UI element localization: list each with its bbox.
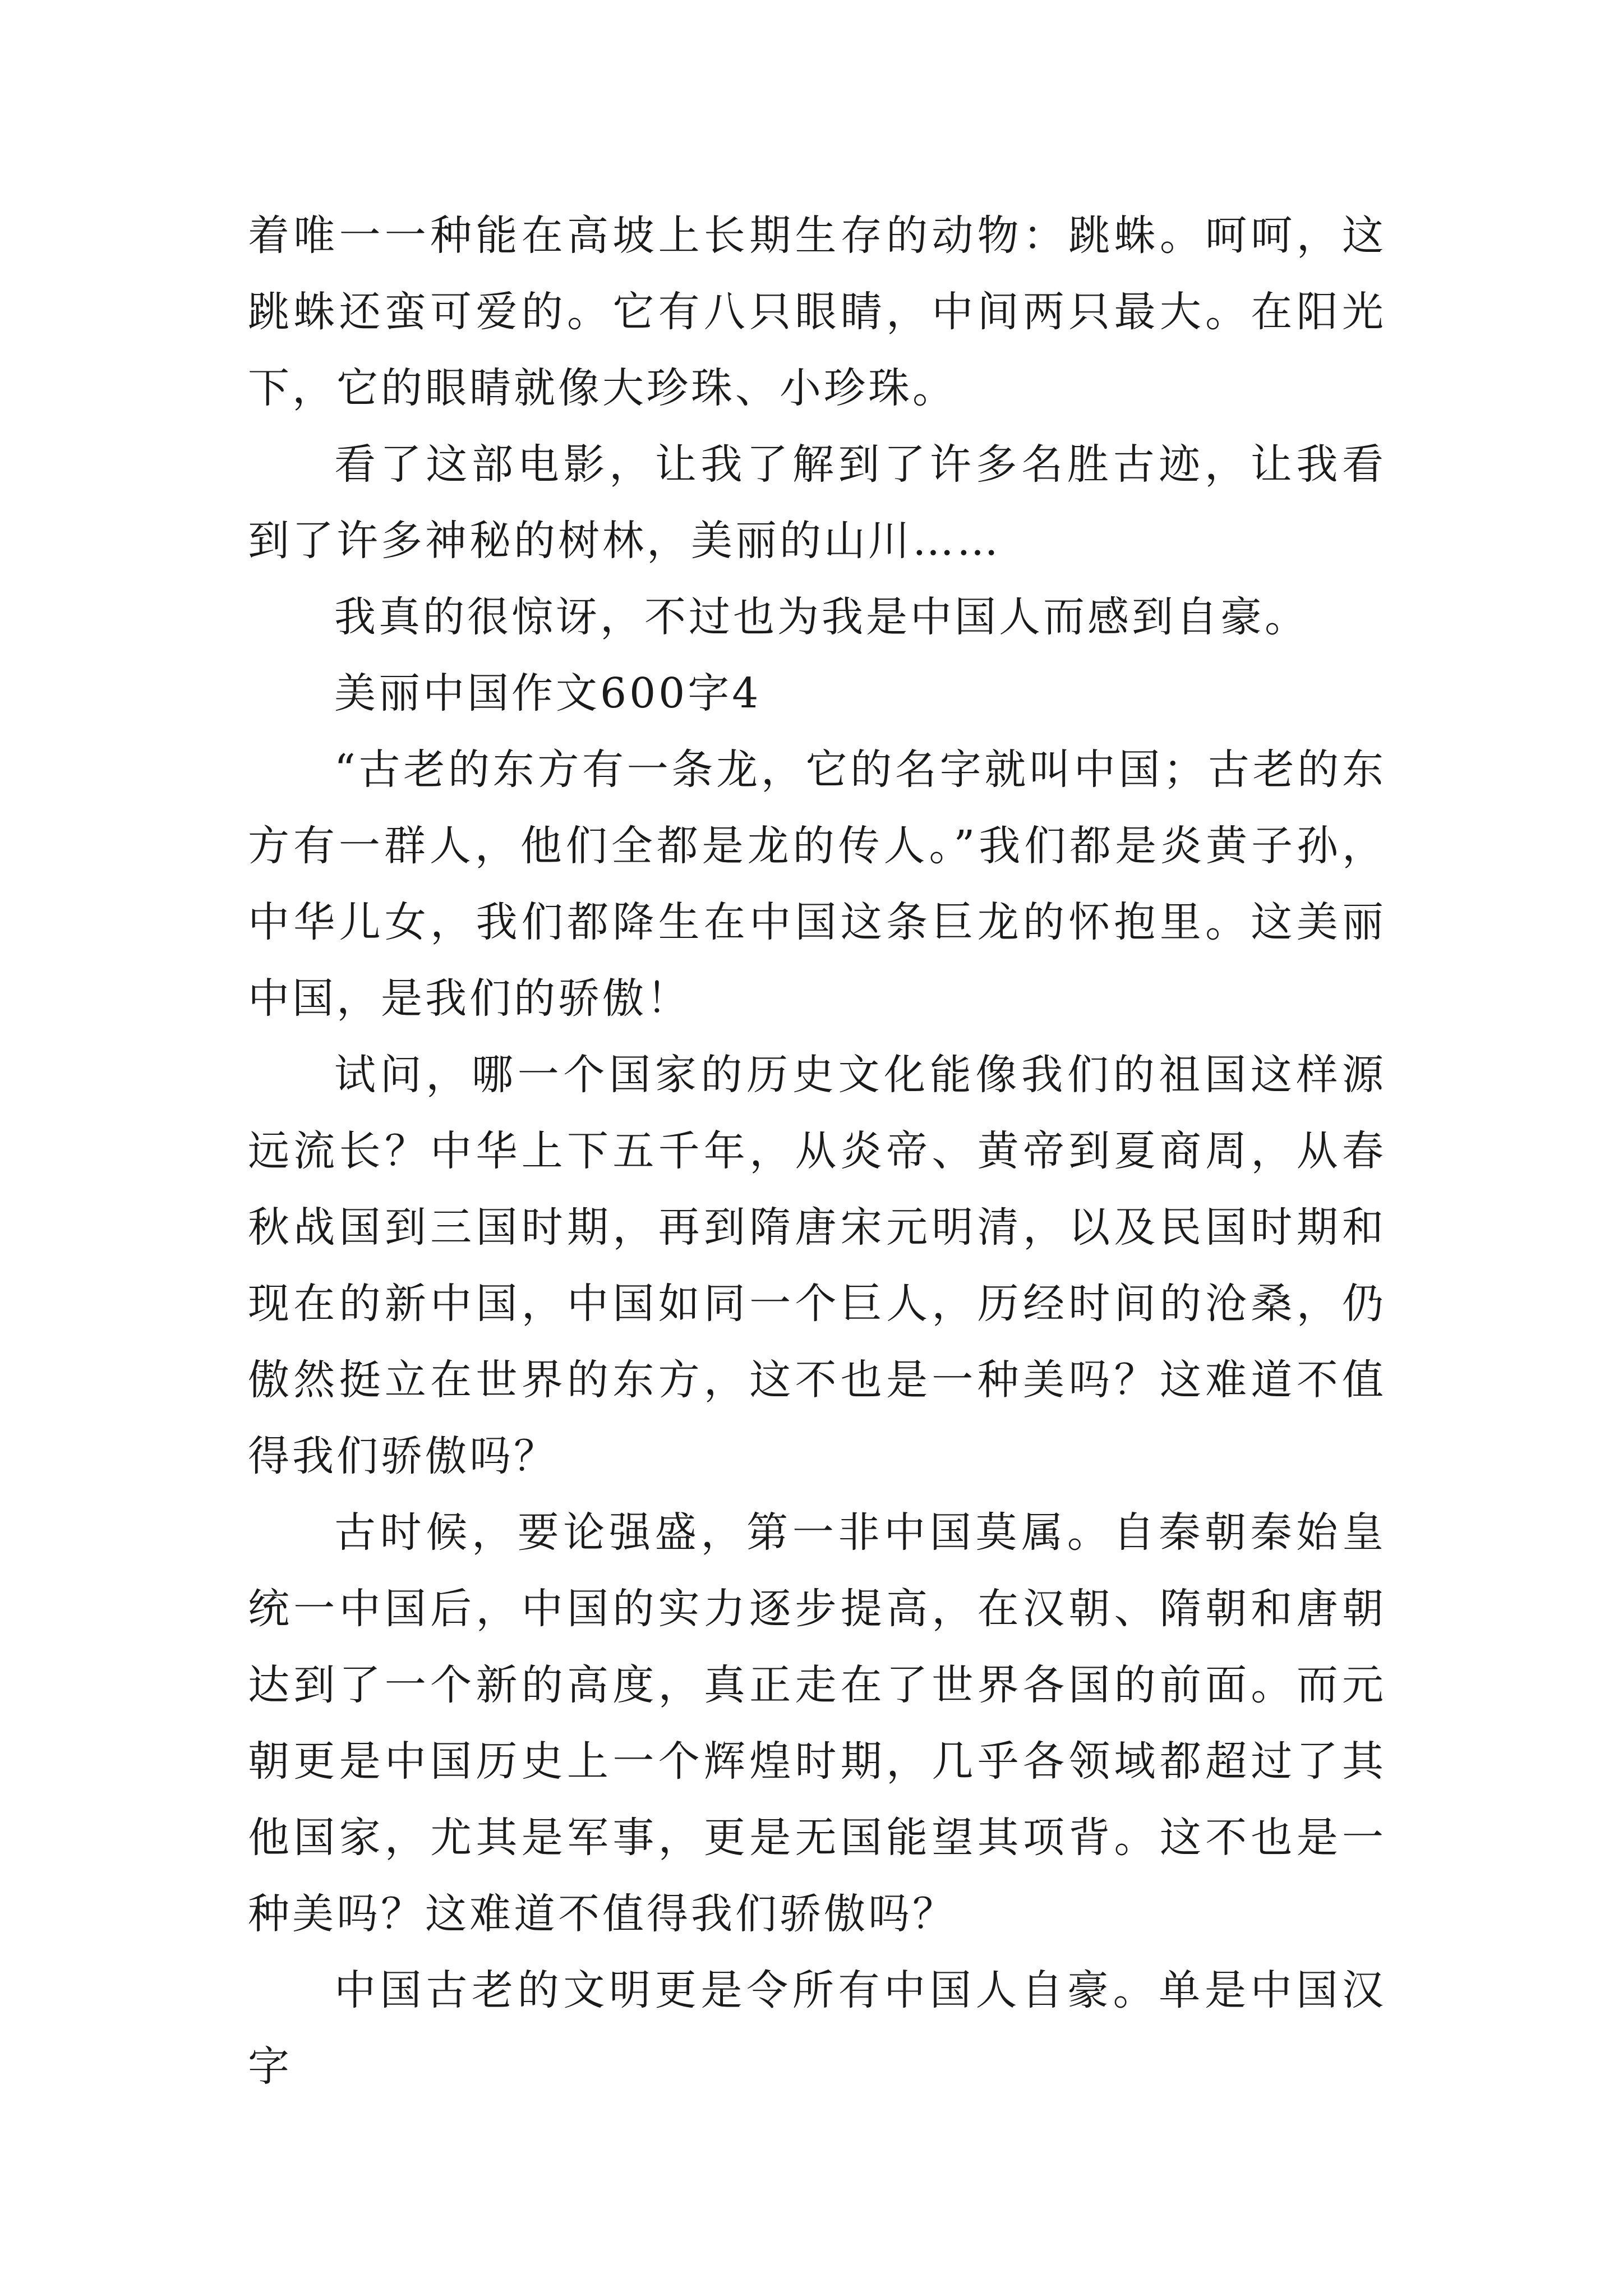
paragraph-6: 试问，哪一个国家的历史文化能像我们的祖国这样源远流长？中华上下五千年，从炎帝、黄帝到夏商周，从春秋战国到三国时期，再到隋唐宋元明清，以及民国时期和现在的新中国，中国如同一个巨人，历经时间的沧桑，仍傲然挺立在世界的东方，这不也是一种美吗？这难道不值得我们骄傲吗？ <box>248 1051 1386 1480</box>
paragraph-8: 中国古老的文明更是令所有中国人自豪。单是中国汉字 <box>248 1966 1386 2091</box>
paragraph-2: 看了这部电影，让我了解到了许多名胜古迹，让我看到了许多神秘的树林，美丽的山川…… <box>248 440 1386 565</box>
paragraph-3: 我真的很惊讶，不过也为我是中国人而感到自豪。 <box>334 593 1309 641</box>
paragraph-1: 着唯一一种能在高坡上长期生存的动物：跳蛛。呵呵，这跳蛛还蛮可爱的。它有八只眼睛，中间两只最大。在阳光下，它的眼睛就像大珍珠、小珍珠。 <box>248 211 1386 412</box>
document-body <box>248 197 1386 2105</box>
section-heading: 美丽中国作文600字4 <box>334 669 762 717</box>
paragraph-5: “古老的东方有一条龙，它的名字就叫中国；古老的东方有一群人，他们全都是龙的传人。”我们都是炎黄子孙，中华儿女，我们都降生在中国这条巨龙的怀抱里。这美丽中国，是我们的骄傲！ <box>248 746 1386 1023</box>
paragraph-7: 古时候，要论强盛，第一非中国莫属。自秦朝秦始皇统一中国后，中国的实力逐步提高，在汉朝、隋朝和唐朝达到了一个新的高度，真正走在了世界各国的前面。而元朝更是中国历史上一个辉煌时期，几乎各领域都超过了其他国家，尤其是军事，更是无国能望其项背。这不也是一种美吗？这难道不值得我们骄傲吗？ <box>248 1508 1386 1938</box>
